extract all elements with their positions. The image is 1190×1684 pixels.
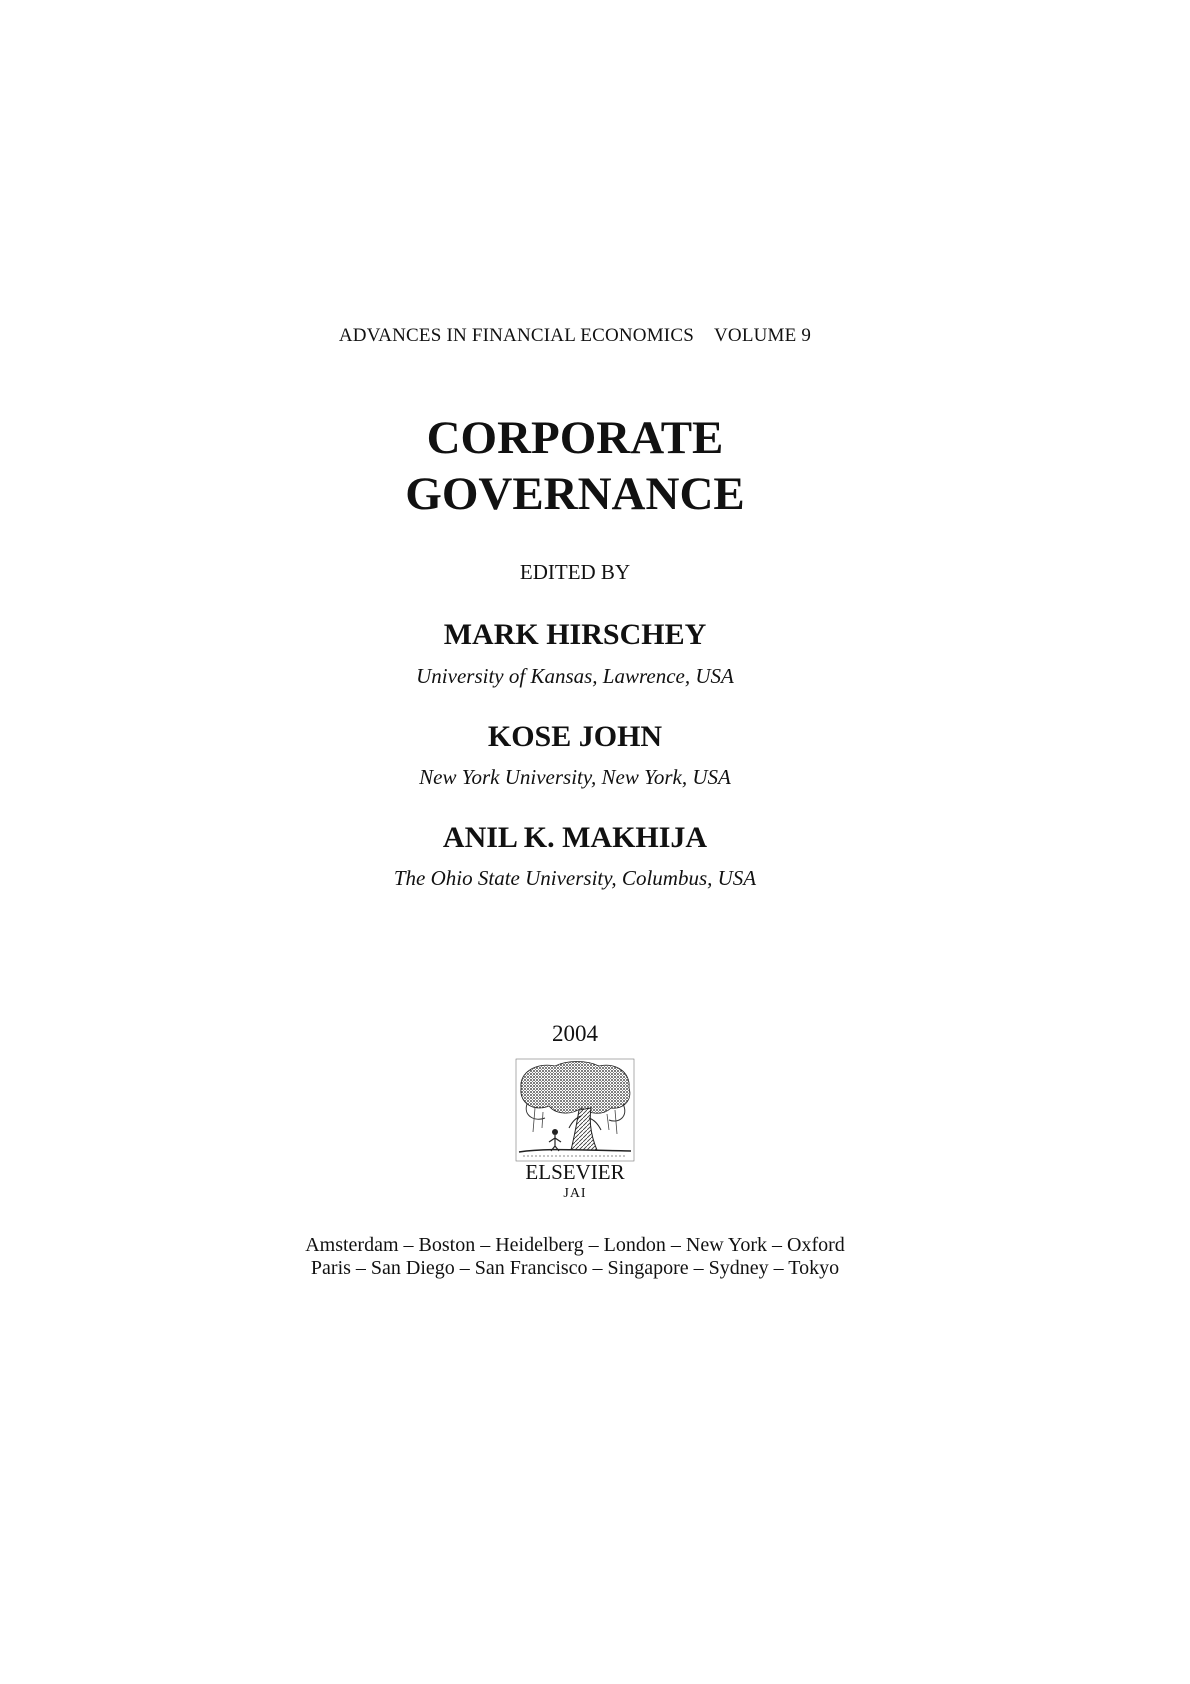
editor-name-2: KOSE JOHN <box>487 720 663 753</box>
edited-by-label: EDITED BY <box>519 560 631 584</box>
editor-affiliation-1: University of Kansas, Lawrence, USA <box>416 664 734 688</box>
cities-line-2: Paris – San Diego – San Francisco – Singapore – Sydney – Tokyo <box>310 1257 840 1279</box>
series-volume: VOLUME 9 <box>713 325 812 346</box>
series-line <box>0 325 1150 347</box>
publisher-imprint: JAI <box>563 1186 587 1201</box>
editor-name-3: ANIL K. MAKHIJA <box>442 821 708 854</box>
editor-name-1: MARK HIRSCHEY <box>443 618 707 651</box>
editor-affiliation-2: New York University, New York, USA <box>419 765 731 789</box>
editor-affiliation-3: The Ohio State University, Columbus, USA <box>393 866 757 890</box>
elsevier-tree-logo-icon <box>515 1058 635 1162</box>
title-line-1: CORPORATE <box>426 412 724 464</box>
cities-line-1: Amsterdam – Boston – Heidelberg – London – New York – Oxford <box>305 1234 845 1256</box>
series-name: ADVANCES IN FINANCIAL ECONOMICS <box>338 325 694 346</box>
publication-year: 2004 <box>552 1021 598 1046</box>
title-line-2: GOVERNANCE <box>405 468 745 520</box>
publisher-name: ELSEVIER <box>525 1160 625 1184</box>
book-title <box>0 410 1150 522</box>
